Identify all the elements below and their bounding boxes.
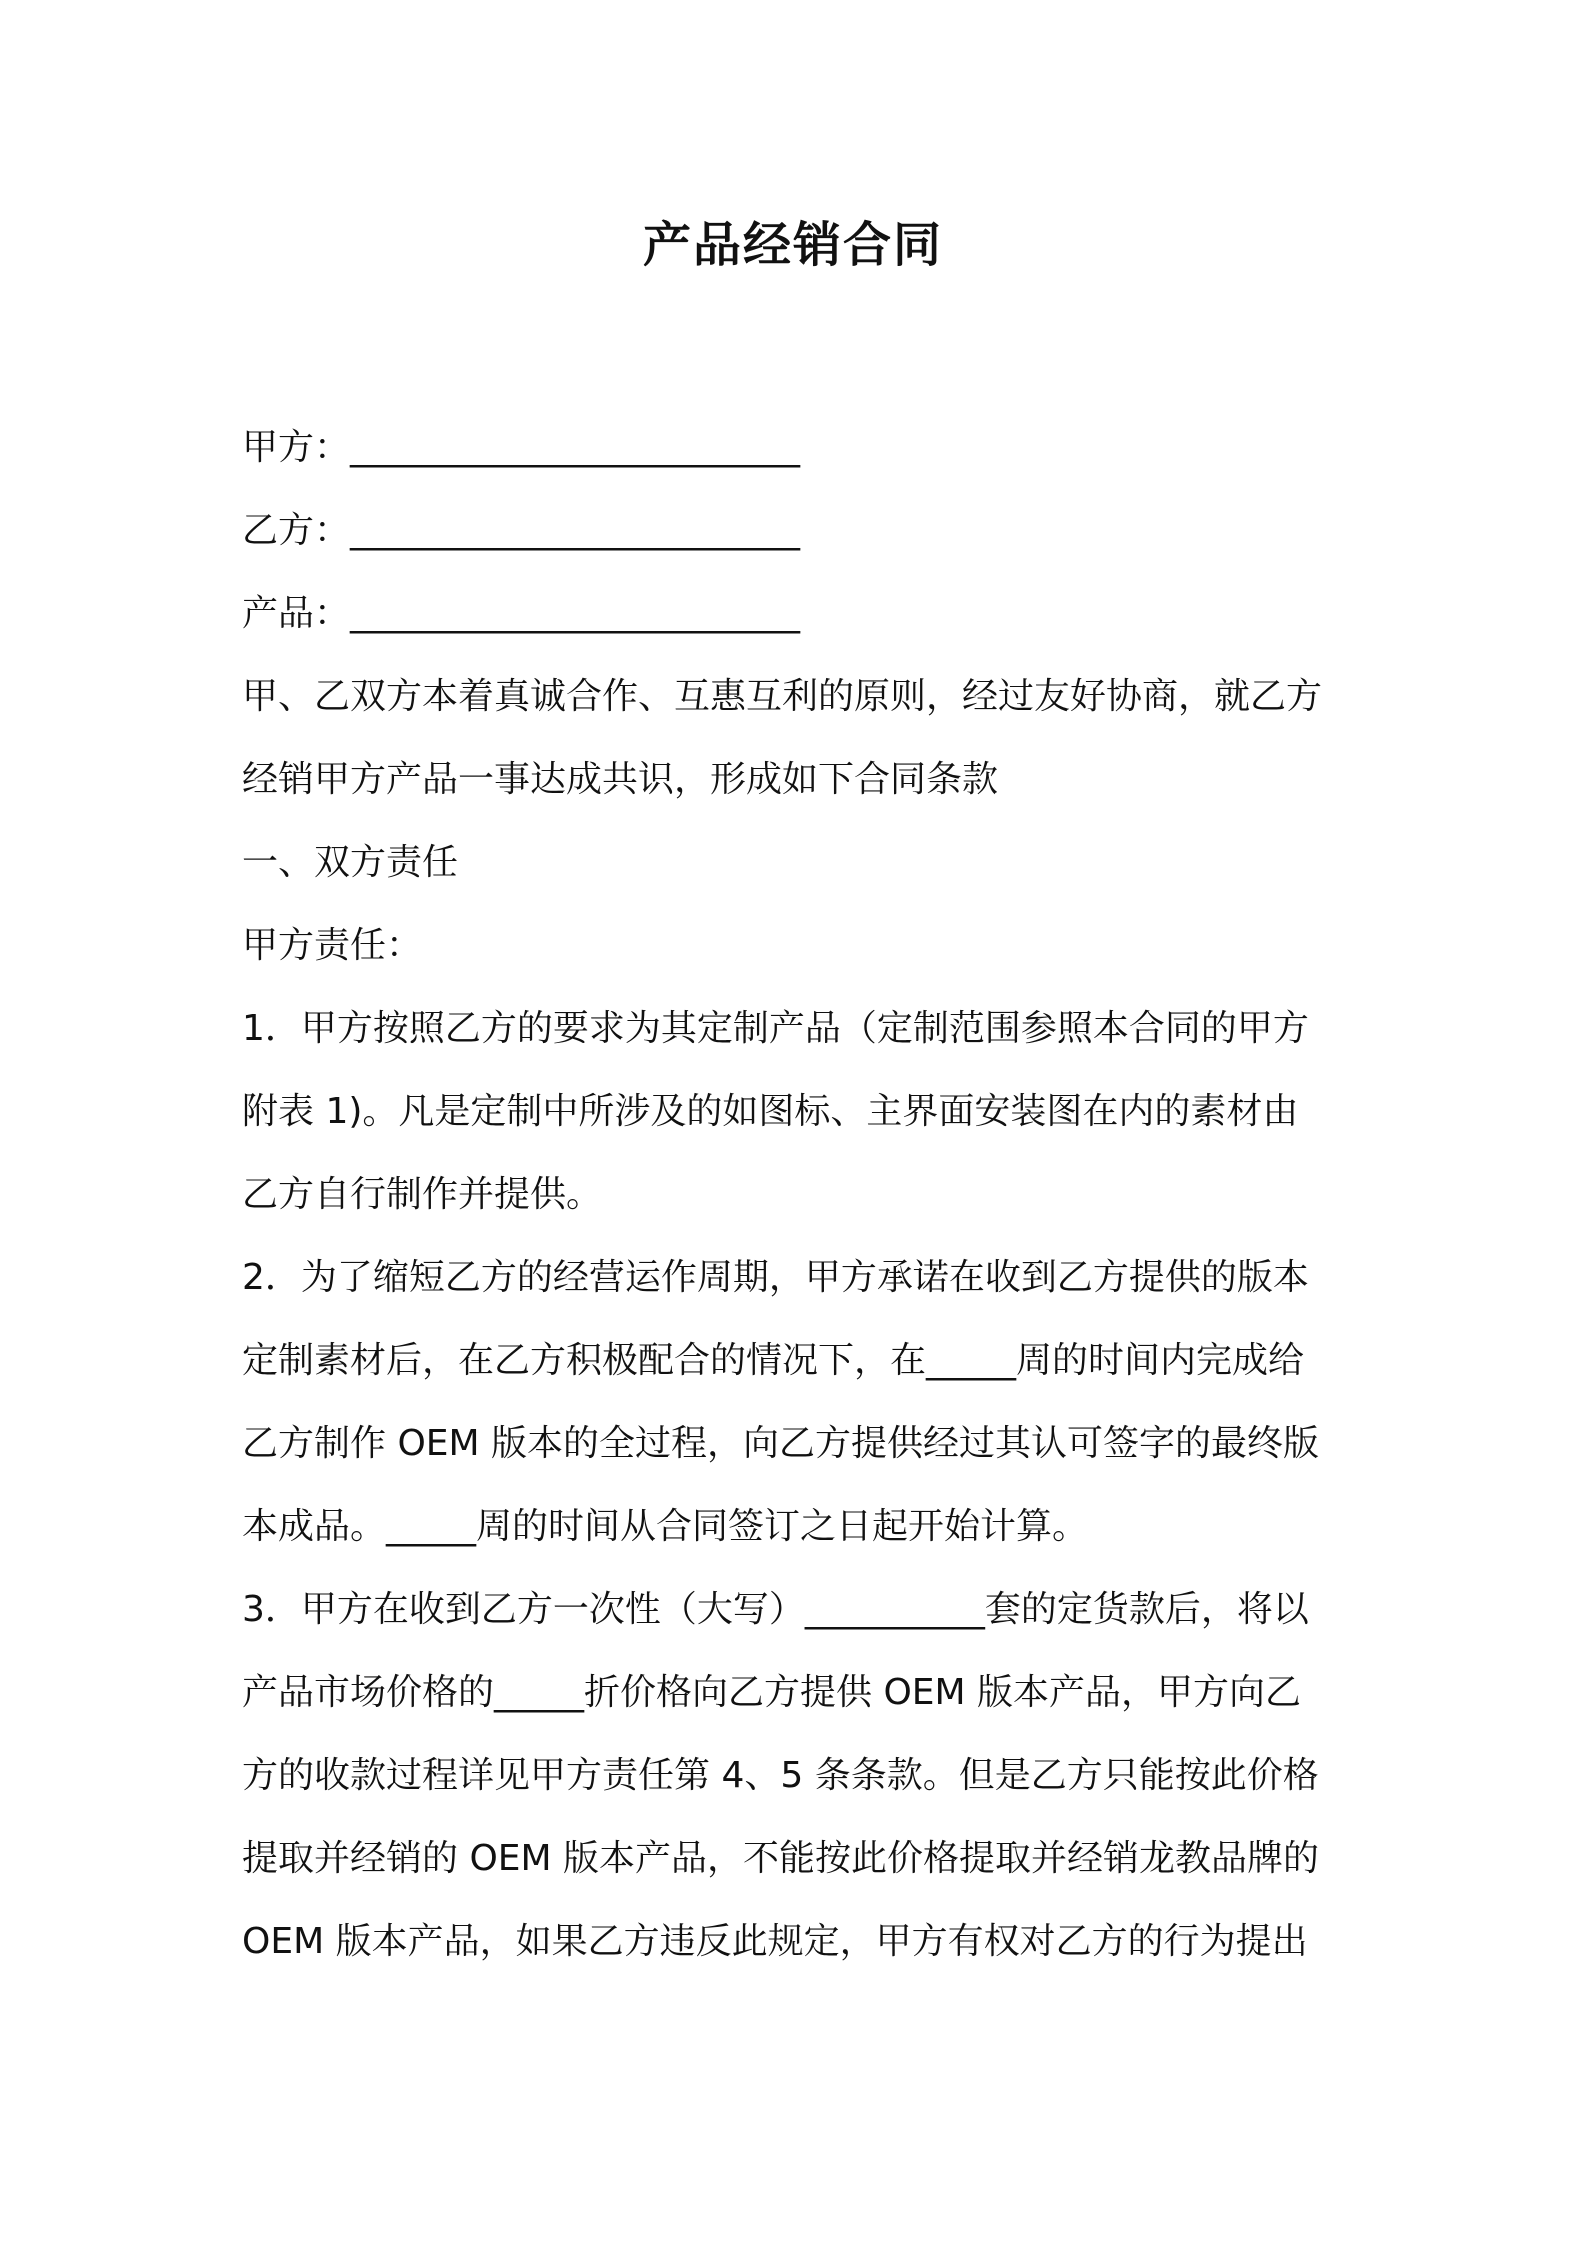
clause-2-line: 2．为了缩短乙方的经营运作周期，甲方承诺在收到乙方提供的版本 bbox=[242, 1257, 1309, 1298]
clause-1-line: 1．甲方按照乙方的要求为其定制产品（定制范围参照本合同的甲方 bbox=[242, 1008, 1309, 1049]
document-body bbox=[242, 406, 1362, 1983]
clause-2-line: 定制素材后，在乙方积极配合的情况下，在_____周的时间内完成给 bbox=[242, 1340, 1305, 1381]
clause-3-line: 提取并经销的 OEM 版本产品，不能按此价格提取并经销龙教品牌的 bbox=[242, 1838, 1320, 1879]
intro-paragraph-line: 甲、乙双方本着真诚合作、互惠互利的原则，经过友好协商，就乙方 bbox=[242, 676, 1323, 717]
subsection-heading: 甲方责任： bbox=[242, 925, 423, 966]
clause-1-line: 附表 1)。凡是定制中所涉及的如图标、主界面安装图在内的素材由 bbox=[242, 1091, 1299, 1132]
clause-2-line: 乙方制作 OEM 版本的全过程，向乙方提供经过其认可签字的最终版 bbox=[242, 1423, 1320, 1464]
section-heading: 一、双方责任 bbox=[242, 842, 459, 883]
clause-3-line: 方的收款过程详见甲方责任第 4、5 条条款。但是乙方只能按此价格 bbox=[242, 1755, 1319, 1796]
clause-1-line: 乙方自行制作并提供。 bbox=[242, 1174, 603, 1215]
clause-3-line: OEM 版本产品，如果乙方违反此规定，甲方有权对乙方的行为提出 bbox=[242, 1921, 1308, 1962]
intro-paragraph-line: 经销甲方产品一事达成共识，形成如下合同条款 bbox=[242, 759, 999, 800]
clause-3-line: 产品市场价格的_____折价格向乙方提供 OEM 版本产品，甲方向乙 bbox=[242, 1672, 1302, 1713]
party-b-line: 乙方：_________________________ bbox=[242, 510, 801, 551]
document-title: 产品经销合同 bbox=[642, 217, 943, 273]
party-a-line: 甲方：_________________________ bbox=[242, 427, 801, 468]
clause-3-line: 3．甲方在收到乙方一次性（大写）__________套的定货款后，将以 bbox=[242, 1589, 1309, 1630]
product-line: 产品：_________________________ bbox=[242, 593, 801, 634]
clause-2-line: 本成品。_____周的时间从合同签订之日起开始计算。 bbox=[242, 1506, 1089, 1547]
